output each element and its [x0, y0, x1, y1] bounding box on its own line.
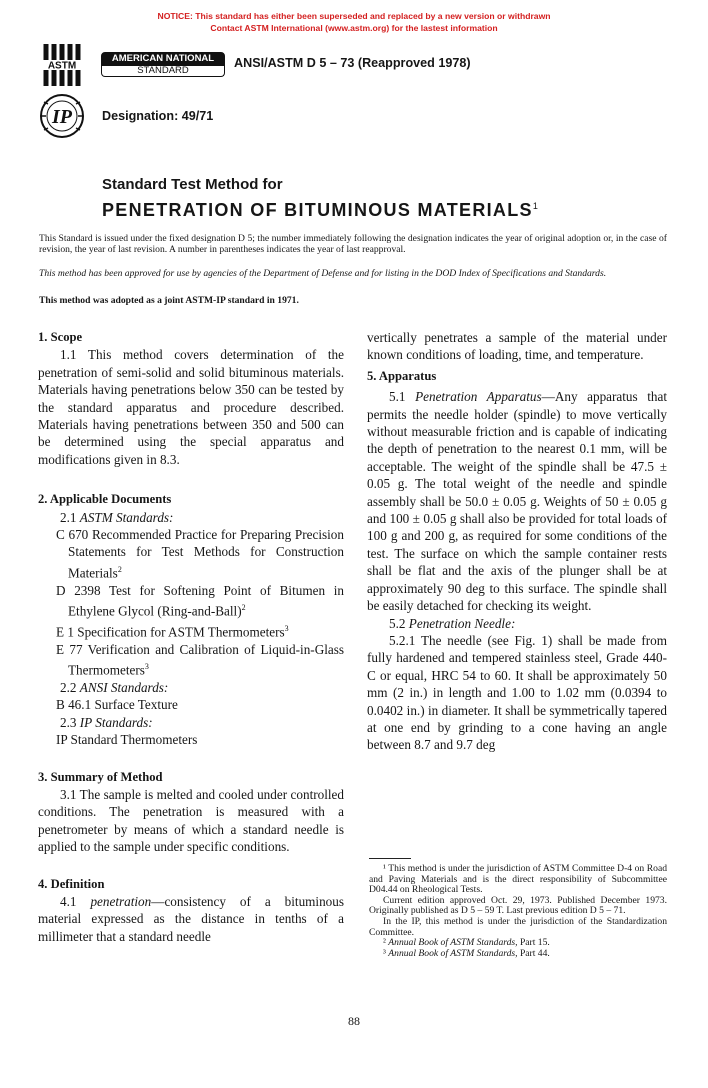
- section-2-1: [38, 509, 344, 526]
- section-4-1-term: penetration: [90, 893, 152, 909]
- footnote-1-edition: Current edition approved Oct. 29, 1973. Published December 1973. Originally published as D 5 – 59 T. Last previous edition D 5 – 71.: [369, 894, 667, 917]
- section-5-1-num: 5.1: [389, 389, 406, 405]
- section-1-1: 1.1 This method covers determination of the penetration of semi-solid and solid bituminous materials. Materials having penetrations below 350 can be tested by the standard apparatus and procedure described. Materials having penetrations between 350 and 500 can be determined using the special apparatus and modifications given in 8.3.: [38, 347, 344, 467]
- ref-c670-fn: 2: [117, 564, 122, 574]
- section-3-1: 3.1 The sample is melted and cooled under controlled conditions. The penetration is measured with a penetrometer by means of which a standard needle is applied to the sample under specific conditions.: [38, 786, 344, 855]
- designation: ANSI/ASTM D 5 – 73 (Reapproved 1978): [234, 56, 471, 70]
- section-1-heading: 1. Scope: [38, 330, 83, 344]
- footnote-3-part: Part 44.: [519, 947, 550, 959]
- title-main: PENETRATION OF BITUMINOUS MATERIALS: [102, 200, 533, 220]
- ref-d2398-fn: 2: [241, 603, 246, 613]
- ansi-badge-bottom: STANDARD: [101, 65, 225, 77]
- preface-issue-note: This Standard is issued under the fixed designation D 5; the number immediately following the designation indicates the year of original adoption or, in the case of revision, the year of last revision. A number in parentheses indicates the year of last reapproval.: [39, 233, 667, 255]
- section-2-heading: 2. Applicable Documents: [38, 492, 172, 507]
- right-column: [367, 329, 667, 754]
- ref-e1-text: E 1 Specification for ASTM Thermometers: [56, 624, 285, 640]
- ref-ip: IP Standard Thermometers: [56, 732, 198, 748]
- ref-e1: [38, 620, 344, 641]
- ansi-badge: [101, 52, 225, 78]
- section-2-1-num: 2.1: [60, 509, 77, 525]
- title-footnote-mark: 1: [532, 201, 538, 211]
- ref-c670: [38, 526, 344, 582]
- footnote-1-ip: In the IP, this method is under the jurisdiction of the Standardization Committee.: [369, 915, 667, 938]
- section-4-1-text: —consistency of a bituminous material expressed as the distance in tenths of a millimeter that a standard needle: [38, 893, 345, 944]
- section-2-2: [38, 679, 344, 696]
- page-number: 88: [348, 1014, 360, 1028]
- ref-c670-text: C 670 Recommended Practice for Preparing Precision Statements for Test Methods for Construction Materials: [56, 527, 344, 581]
- section-2-3-title: IP Standards:: [79, 714, 153, 730]
- notice-line-1: NOTICE: This standard has either been superseded and replaced by a new version or withdrawn: [157, 11, 551, 21]
- footnote-2-mark: ²: [383, 937, 386, 949]
- section-5-1: [367, 388, 667, 614]
- footnote-3: [369, 949, 667, 960]
- section-5-1-title: Penetration Apparatus: [415, 389, 542, 405]
- ref-e1-fn: 3: [284, 623, 289, 633]
- title-line-2: [102, 200, 538, 221]
- section-4-1-continued: vertically penetrates a sample of the material under known conditions of loading, time, and temperature.: [367, 330, 667, 363]
- title-line-1: Standard Test Method for: [102, 176, 283, 193]
- section-4-1-num: 4.1: [60, 893, 77, 909]
- section-4-heading: 4. Definition: [38, 876, 105, 891]
- astm-logo-text: ASTM: [47, 60, 77, 72]
- ip-logo-text: IP: [52, 106, 72, 128]
- footnote-1: ¹ This method is under the jurisdiction of ASTM Committee D-4 on Road and Paving Materials and is the direct responsibility of Subcommittee D04.44 on Rheological Tests.: [369, 863, 667, 896]
- section-3-heading: 3. Summary of Method: [38, 769, 163, 784]
- ref-e77: [38, 641, 344, 679]
- ip-designation: Designation: 49/71: [102, 109, 214, 123]
- section-5-1-text: —Any apparatus that permits the needle holder (spindle) to move vertically without measurable friction and is capable of indicating the depth of penetration to the nearest 0.1 mm, will be acceptable. The weight of the spindle shall be 47.5 ± 0.05 g. The total weight of the needle and spindle assembly shall be 50.0 ± 0.05 g. Weights of 50 ± 0.05 g and 100 ± 0.05 g shall also be provided for total loads of 100 g and 200 g, as required for some conditions of the test. The surface on which the sample container rests shall be flat and the axis of the plunger shall be at approximately 90 deg to this surface. The spindle shall be easily detached for checking its weight.: [367, 389, 668, 614]
- section-5-heading: 5. Apparatus: [367, 368, 437, 383]
- section-2-2-num: 2.2: [60, 679, 77, 695]
- footnote-3-mark: ³: [383, 947, 386, 959]
- section-2-3-num: 2.3: [60, 714, 77, 730]
- section-5-2-num: 5.2: [389, 615, 406, 631]
- section-5-2-1: 5.2.1 The needle (see Fig. 1) shall be made from fully hardened and tempered stainless steel, Grade 440-C or equal, HRC 54 to 60. It shall be approximately 50 mm (2 in.) in length and 1.00 to 1.02 mm (0.0394 to 0.0402 in.) in diameter. It shall be symmetrically tapered at one end by grinding to a cone having an angle between 8.7 and 9.7 deg: [367, 632, 667, 753]
- preface-joint-note: This method was adopted as a joint ASTM-IP standard in 1971.: [39, 295, 299, 306]
- footnote-2-title: Annual Book of ASTM Standards,: [388, 937, 518, 949]
- footnote-2-part: Part 15.: [519, 937, 550, 949]
- footnotes: [369, 864, 667, 959]
- footnote-rule: [369, 858, 411, 859]
- ref-b46: B 46.1 Surface Texture: [56, 697, 178, 713]
- ip-logo: [36, 92, 88, 140]
- section-2-2-title: ANSI Standards:: [79, 679, 169, 695]
- footnote-3-title: Annual Book of ASTM Standards,: [388, 947, 518, 959]
- section-5-2-title: Penetration Needle:: [408, 615, 516, 631]
- ref-d2398-text: D 2398 Test for Softening Point of Bitumen in Ethylene Glycol (Ring-and-Ball): [56, 582, 344, 619]
- ansi-badge-top: AMERICAN NATIONAL: [101, 52, 225, 66]
- section-2-1-title: ASTM Standards:: [79, 509, 174, 525]
- ref-e77-text: E 77 Verification and Calibration of Liquid-in-Glass Thermometers: [56, 641, 344, 678]
- left-column: [38, 329, 344, 945]
- notice-line-2: Contact ASTM International (www.astm.org) for the lastest information: [210, 23, 498, 33]
- section-2-3: [38, 714, 344, 731]
- ref-e77-fn: 3: [144, 662, 149, 672]
- preface-dod-note: This method has been approved for use by agencies of the Department of Defense and for listing in the DOD Index of Specifications and Standards.: [39, 268, 607, 279]
- ref-d2398: [38, 582, 344, 620]
- section-4-1: [38, 893, 344, 945]
- astm-logo: [38, 40, 88, 90]
- section-5-2: [367, 615, 667, 632]
